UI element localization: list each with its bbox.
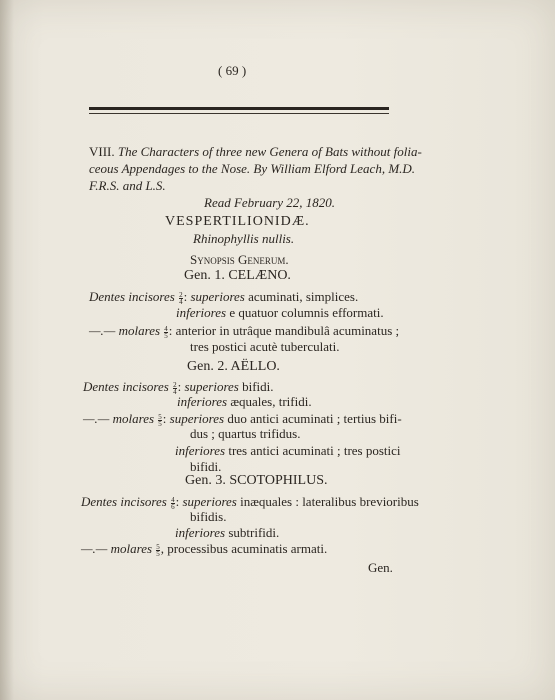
genus-1-heading: Gen. 1. CELÆNO.	[184, 268, 291, 283]
genus-3-molars: —.— molares $\frac{5}{5}$ , processibus acuminatis armati.	[81, 541, 328, 558]
genus-2-heading: Gen. 2. AËLLO.	[187, 359, 280, 374]
genus-1-molars-cont: tres postici acutè tuberculati.	[190, 339, 340, 354]
genus-3-incisors: Dentes incisores $\frac{4}{6}$ : superiores inæquales : lateralibus brevioribus	[81, 494, 419, 511]
genus-2-molars-upper-cont: dus ; quartus trifidus.	[190, 426, 301, 441]
page-number: ( 69 )	[218, 63, 247, 78]
genus-3-molars-fraction: $\frac{5}{5}$	[156, 542, 160, 558]
article-title-line3: F.R.S. and L.S.	[89, 178, 166, 193]
genus-2-molars-fraction: $\frac{5}{5}$	[158, 412, 162, 428]
genus-3-heading: Gen. 3. SCOTOPHILUS.	[185, 473, 328, 488]
genus-2-incisors: Dentes incisores $\frac{2}{4}$ : superiores bifidi.	[83, 379, 274, 396]
genus-2-molars-lower: inferiores tres antici acuminati ; tres postici	[175, 443, 401, 458]
article-title-line2: ceous Appendages to the Nose. By William Elford Leach, M.D.	[89, 161, 416, 176]
genus-3-incisors-lower: inferiores subtrifidi.	[175, 525, 280, 540]
subfamily-heading: Rhinophyllis nullis.	[193, 231, 295, 246]
article-title: The Characters of three new Genera of Bats without folia-	[117, 144, 422, 159]
genus-2-incisors-fraction: $\frac{2}{4}$	[173, 380, 177, 396]
genus-1-incisors: Dentes incisores $\frac{2}{4}$ : superiores acuminati, simplices.	[89, 289, 359, 306]
genus-1-molars: —.— molares $\frac{4}{5}$ : anterior in utrâque mandibulâ acuminatus ;	[89, 323, 400, 340]
genus-2-molars: —.— molares $\frac{5}{5}$ : superiores duo antici acuminati ; tertius bifi-	[83, 411, 402, 428]
header-rule-thin	[89, 113, 389, 114]
genus-2-molars-lower-cont: bifidi.	[190, 459, 222, 474]
synopsis-heading: Synopsis Generum.	[190, 252, 289, 267]
genus-1-molars-fraction: $\frac{4}{5}$	[164, 324, 168, 340]
genus-2-incisors-lower: inferiores æquales, trifidi.	[177, 394, 312, 409]
family-heading: VESPERTILIONIDÆ.	[165, 214, 310, 229]
header-rule-thick	[89, 107, 389, 110]
genus-1-incisors-lower: inferiores e quatuor columnis efformati.	[176, 305, 384, 320]
binding-shadow	[0, 0, 14, 700]
genus-3-incisors-upper-cont: bifidis.	[190, 509, 227, 524]
read-date: Read February 22, 1820.	[204, 195, 336, 210]
catchword: Gen.	[368, 560, 393, 575]
article-numeral: VIII.	[89, 144, 115, 159]
article-title-line1	[89, 144, 422, 160]
genus-1-incisors-fraction: $\frac{2}{4}$	[179, 290, 183, 306]
genus-3-incisors-fraction: $\frac{4}{6}$	[171, 495, 175, 511]
